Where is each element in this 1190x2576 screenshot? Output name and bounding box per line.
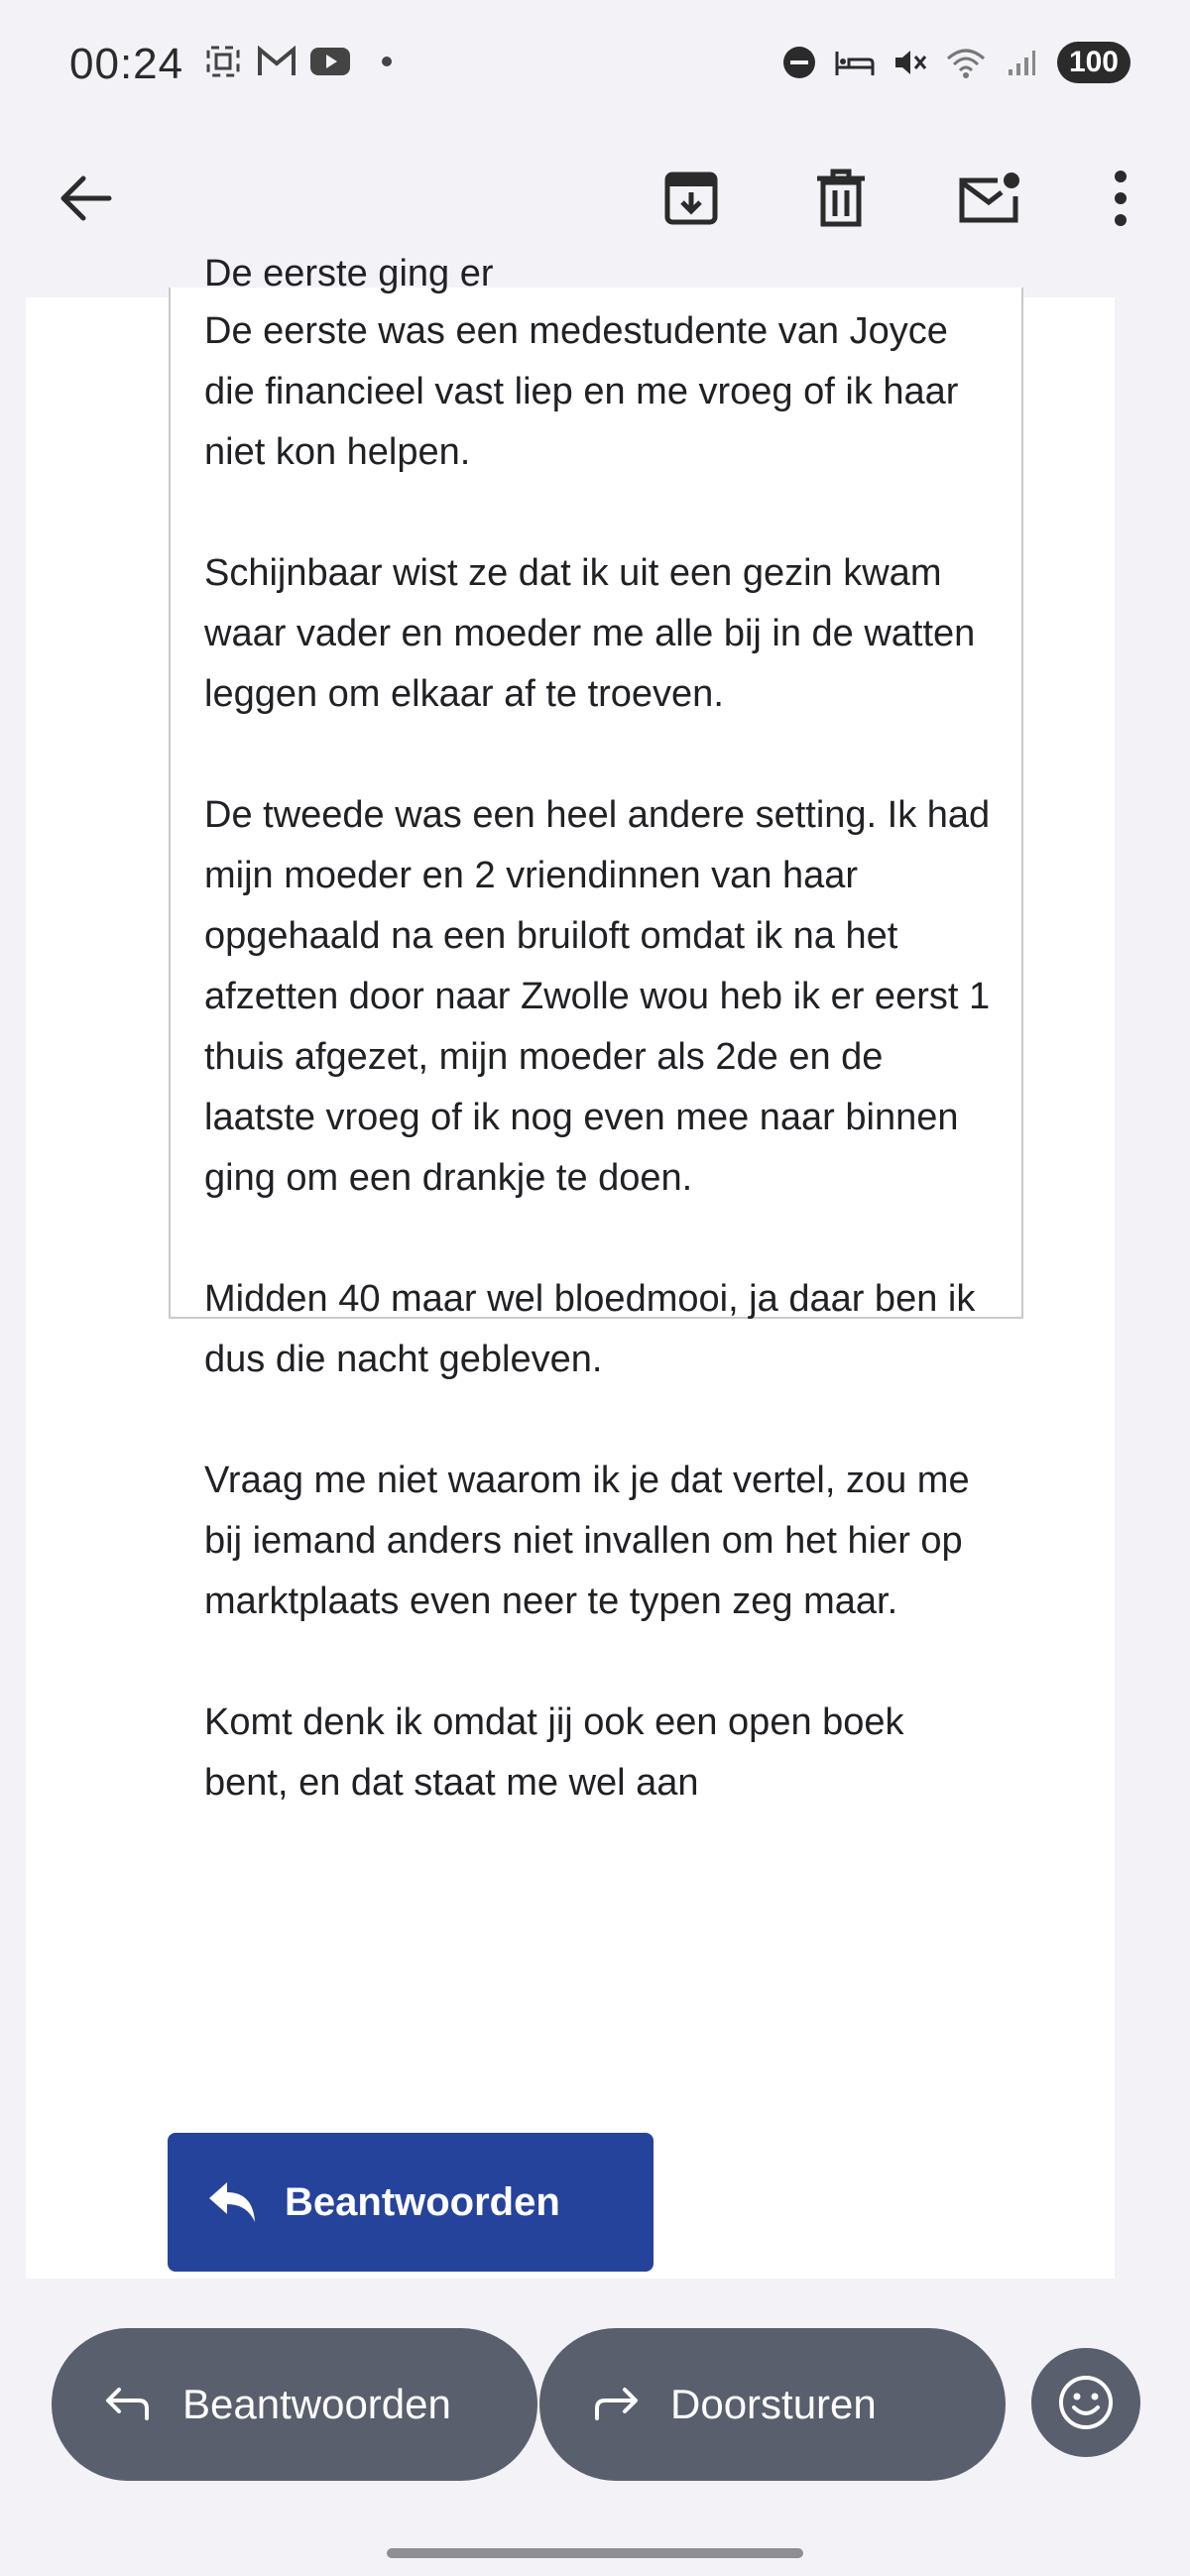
smiley-icon xyxy=(1056,2373,1116,2432)
paragraph: Komt denk ik omdat jij ook een open boek bent, en dat staat me wel aan xyxy=(204,1701,904,1804)
paragraph: De tweede was een heel andere setting. Ik had mijn moeder en 2 vriendinnen van haar opgehaald na een bruiloft omdat ik na het afzetten door naar Zwolle wou heb ik er eerst 1 thuis afgezet, mijn moeder als 2de en de laatste vroeg of ik nog even mee naar binnen ging om een drankje te doen. xyxy=(204,794,991,1199)
email-toolbar xyxy=(0,139,1190,258)
forward-label: Doorsturen xyxy=(670,2381,877,2427)
emoji-reaction-button[interactable] xyxy=(1031,2348,1140,2457)
back-button[interactable] xyxy=(46,159,125,238)
paragraph: Vraag me niet waarom ik je dat vertel, zou me bij iemand anders niet invallen om het hier op marktplaats even neer te typen zeg maar. xyxy=(204,1460,970,1622)
more-vert-icon xyxy=(1111,169,1130,228)
notification-icons xyxy=(203,44,392,79)
reply-icon xyxy=(207,2180,259,2224)
forward-button[interactable] xyxy=(539,2328,1006,2481)
cut-off-line: De eerste ging er xyxy=(204,253,494,294)
reply-button[interactable] xyxy=(52,2328,537,2481)
archive-button[interactable] xyxy=(652,159,731,238)
home-indicator[interactable] xyxy=(387,2548,803,2558)
sleep-icon xyxy=(835,45,875,80)
signal-icon xyxy=(1002,45,1041,80)
dnd-icon xyxy=(779,45,819,80)
more-notifications-dot xyxy=(382,57,392,66)
delete-icon xyxy=(815,169,867,228)
message-content xyxy=(169,253,1023,1804)
more-options-button[interactable] xyxy=(1081,159,1160,238)
screenshot-icon xyxy=(203,44,243,79)
status-bar xyxy=(0,0,1190,129)
status-time: 00:24 xyxy=(69,40,184,88)
email-body xyxy=(26,253,1115,2279)
battery-level: 100 xyxy=(1057,42,1130,83)
wifi-icon xyxy=(946,45,986,80)
primary-reply-label: Beantwoorden xyxy=(285,2179,560,2224)
forward-arrow-icon xyxy=(591,2385,641,2424)
paragraph: De eerste was een medestudente van Joyce die financieel vast liep en me vroeg of ik haar niet kon helpen. xyxy=(204,310,959,473)
paragraph: Midden 40 maar wel bloedmooi, ja daar ben ik dus die nacht gebleven. xyxy=(204,1278,976,1380)
mark-unread-icon xyxy=(958,171,1021,226)
mark-unread-button[interactable] xyxy=(950,159,1029,238)
mute-vibrate-icon xyxy=(891,45,930,80)
system-icons xyxy=(779,42,1130,83)
youtube-icon xyxy=(310,44,350,79)
reply-label: Beantwoorden xyxy=(182,2381,451,2427)
reply-arrow-icon xyxy=(103,2385,153,2424)
primary-reply-button[interactable] xyxy=(168,2133,654,2272)
delete-button[interactable] xyxy=(801,159,881,238)
back-arrow-icon xyxy=(56,174,115,223)
message-text xyxy=(204,301,998,1874)
gmail-icon xyxy=(257,44,297,79)
archive-icon xyxy=(663,171,719,226)
paragraph: Schijnbaar wist ze dat ik uit een gezin kwam waar vader en moeder me alle bij in de watten leggen om elkaar af te troeven. xyxy=(204,552,976,715)
